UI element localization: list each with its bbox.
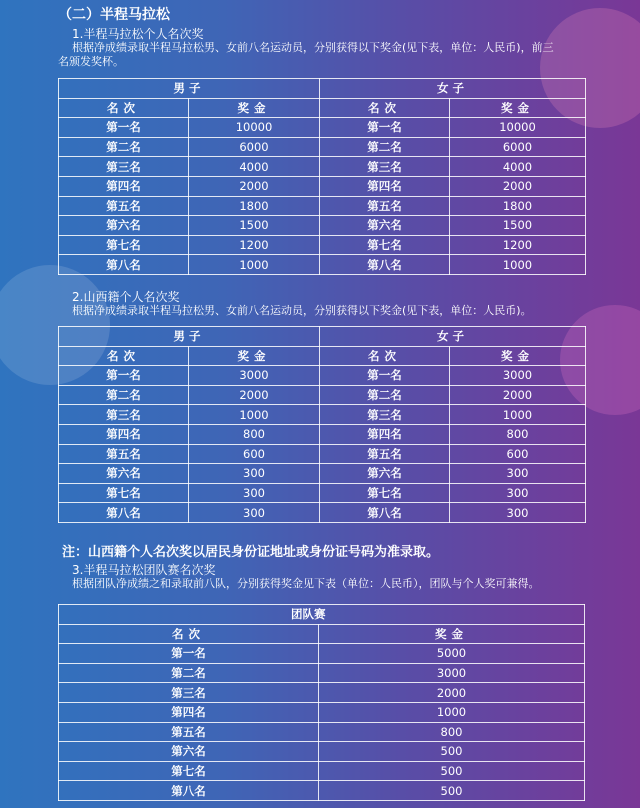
rank-cell: 第五名 — [59, 196, 189, 216]
table-row — [59, 424, 586, 444]
table-row — [59, 742, 585, 762]
male-prize-cell: 300 — [189, 503, 320, 523]
male-prize-cell: 2000 — [189, 176, 320, 196]
part3-desc: 根据团队净成绩之和录取前八队，分别获得奖金见下表（单位：人民币），团队与个人奖可兼得。 — [72, 577, 540, 590]
male-prize-cell: 4000 — [189, 157, 320, 177]
female-prize-cell: 300 — [450, 483, 586, 503]
table-row — [59, 405, 586, 425]
rank-cell: 第八名 — [59, 503, 189, 523]
table-row — [59, 366, 586, 386]
rank-cell: 第八名 — [59, 255, 189, 275]
male-prize-cell: 1800 — [189, 196, 320, 216]
female-prize-cell: 1000 — [450, 255, 586, 275]
table-row — [59, 118, 586, 138]
rank-cell: 第六名 — [320, 216, 450, 236]
table-column-header — [59, 624, 585, 644]
female-prize-cell: 10000 — [450, 118, 586, 138]
rank-cell: 第五名 — [320, 196, 450, 216]
male-prize-cell: 1000 — [189, 255, 320, 275]
female-group-label: 女子 — [320, 327, 586, 347]
rank-cell: 第七名 — [320, 483, 450, 503]
rank-cell: 第五名 — [59, 722, 319, 742]
rank-cell: 第一名 — [320, 118, 450, 138]
rank-cell: 第四名 — [59, 176, 189, 196]
male-prize-cell: 3000 — [189, 366, 320, 386]
female-prize-cell: 3000 — [450, 366, 586, 386]
prize-column-header: 奖金 — [189, 346, 320, 366]
rank-cell: 第一名 — [59, 644, 319, 664]
rank-cell: 第三名 — [59, 683, 319, 703]
eligibility-note: 注：山西籍个人名次奖以居民身份证地址或身份证号码为准录取。 — [62, 545, 440, 560]
male-group-label: 男子 — [59, 79, 320, 99]
rank-column-header: 名次 — [320, 98, 450, 118]
shanxi-prize-table — [58, 326, 586, 523]
rank-cell: 第六名 — [59, 216, 189, 236]
table-row — [59, 761, 585, 781]
table-row — [59, 702, 585, 722]
part2-desc: 根据净成绩录取半程马拉松男、女前八名运动员，分别获得以下奖金(见下表，单位：人民币)。 — [72, 304, 532, 317]
female-prize-cell: 1000 — [450, 405, 586, 425]
female-prize-cell: 2000 — [450, 176, 586, 196]
female-prize-cell: 600 — [450, 444, 586, 464]
table-row — [59, 216, 586, 236]
prize-prize-cell: 800 — [319, 722, 585, 742]
female-group-label: 女子 — [320, 79, 586, 99]
part3-heading: 3.半程马拉松团队赛名次奖 — [72, 563, 216, 577]
rank-cell: 第三名 — [59, 405, 189, 425]
rank-cell: 第七名 — [59, 483, 189, 503]
female-prize-cell: 1200 — [450, 235, 586, 255]
table-row — [59, 644, 585, 664]
table-row — [59, 483, 586, 503]
part1-desc-line1: 根据净成绩录取半程马拉松男、女前八名运动员，分别获得以下奖金(见下表，单位：人民币)，前三 — [72, 41, 554, 54]
male-prize-cell: 300 — [189, 483, 320, 503]
female-prize-cell: 300 — [450, 464, 586, 484]
rank-cell: 第五名 — [59, 444, 189, 464]
team-prize-table — [58, 604, 585, 801]
rank-cell: 第二名 — [59, 385, 189, 405]
rank-cell: 第二名 — [320, 385, 450, 405]
female-prize-cell: 800 — [450, 424, 586, 444]
prize-column-header: 奖金 — [189, 98, 320, 118]
rank-cell: 第八名 — [320, 255, 450, 275]
prize-column-header: 奖金 — [450, 346, 586, 366]
male-group-label: 男子 — [59, 327, 320, 347]
individual-prize-table — [58, 78, 586, 275]
prize-prize-cell: 500 — [319, 781, 585, 801]
rank-cell: 第七名 — [59, 761, 319, 781]
table-row — [59, 503, 586, 523]
prize-column-header: 奖金 — [450, 98, 586, 118]
female-prize-cell: 1500 — [450, 216, 586, 236]
table-row — [59, 385, 586, 405]
table-row — [59, 722, 585, 742]
female-prize-cell: 2000 — [450, 385, 586, 405]
prize-prize-cell: 3000 — [319, 663, 585, 683]
female-prize-cell: 1800 — [450, 196, 586, 216]
table-group-header — [59, 327, 586, 347]
prize-prize-cell: 500 — [319, 761, 585, 781]
rank-cell: 第一名 — [59, 118, 189, 138]
prize-prize-cell: 2000 — [319, 683, 585, 703]
female-prize-cell: 4000 — [450, 157, 586, 177]
rank-cell: 第一名 — [59, 366, 189, 386]
prize-column-header: 奖金 — [319, 624, 585, 644]
rank-cell: 第一名 — [320, 366, 450, 386]
table-group-header — [59, 79, 586, 99]
table-row — [59, 663, 585, 683]
rank-column-header: 名次 — [320, 346, 450, 366]
male-prize-cell: 800 — [189, 424, 320, 444]
rank-column-header: 名次 — [59, 98, 189, 118]
rank-cell: 第三名 — [320, 157, 450, 177]
rank-cell: 第三名 — [59, 157, 189, 177]
male-prize-cell: 10000 — [189, 118, 320, 138]
prize-prize-cell: 500 — [319, 742, 585, 762]
table-row — [59, 196, 586, 216]
rank-cell: 第六名 — [320, 464, 450, 484]
part1-heading: 1.半程马拉松个人名次奖 — [72, 27, 204, 41]
part2-heading: 2.山西籍个人名次奖 — [72, 290, 180, 304]
table-row — [59, 444, 586, 464]
rank-cell: 第二名 — [59, 137, 189, 157]
rank-cell: 第八名 — [320, 503, 450, 523]
male-prize-cell: 300 — [189, 464, 320, 484]
table-row — [59, 137, 586, 157]
male-prize-cell: 1200 — [189, 235, 320, 255]
team-group-label: 团队赛 — [59, 605, 585, 625]
table-row — [59, 157, 586, 177]
rank-cell: 第六名 — [59, 464, 189, 484]
rank-cell: 第七名 — [59, 235, 189, 255]
table-column-header — [59, 98, 586, 118]
rank-column-header: 名次 — [59, 346, 189, 366]
male-prize-cell: 1000 — [189, 405, 320, 425]
rank-cell: 第四名 — [59, 702, 319, 722]
male-prize-cell: 6000 — [189, 137, 320, 157]
prize-prize-cell: 1000 — [319, 702, 585, 722]
rank-cell: 第四名 — [320, 176, 450, 196]
table-row — [59, 176, 586, 196]
part1-desc-line2: 名颁发奖杯。 — [58, 55, 124, 68]
male-prize-cell: 1500 — [189, 216, 320, 236]
rank-cell: 第四名 — [59, 424, 189, 444]
table-row — [59, 255, 586, 275]
male-prize-cell: 2000 — [189, 385, 320, 405]
rank-column-header: 名次 — [59, 624, 319, 644]
rank-cell: 第四名 — [320, 424, 450, 444]
table-row — [59, 781, 585, 801]
female-prize-cell: 300 — [450, 503, 586, 523]
section-title: （二）半程马拉松 — [58, 7, 170, 23]
rank-cell: 第八名 — [59, 781, 319, 801]
rank-cell: 第五名 — [320, 444, 450, 464]
rank-cell: 第七名 — [320, 235, 450, 255]
table-row — [59, 683, 585, 703]
female-prize-cell: 6000 — [450, 137, 586, 157]
table-column-header — [59, 346, 586, 366]
rank-cell: 第三名 — [320, 405, 450, 425]
rank-cell: 第六名 — [59, 742, 319, 762]
table-row — [59, 464, 586, 484]
rank-cell: 第二名 — [59, 663, 319, 683]
table-row — [59, 235, 586, 255]
rank-cell: 第二名 — [320, 137, 450, 157]
table-group-header — [59, 605, 585, 625]
prize-prize-cell: 5000 — [319, 644, 585, 664]
male-prize-cell: 600 — [189, 444, 320, 464]
